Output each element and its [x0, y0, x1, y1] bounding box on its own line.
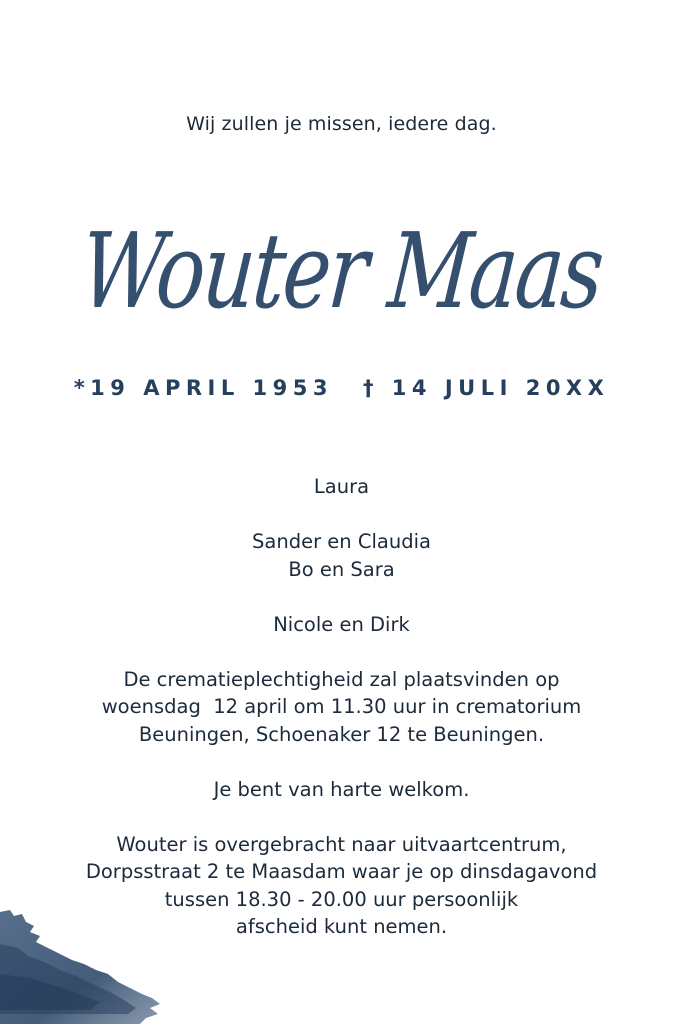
ceremony-line: woensdag 12 april om 11.30 uur in crematorium [101, 695, 582, 718]
ceremony-info [0, 666, 683, 749]
ceremony-line: De crematieplechtigheid zal plaatsvinden op [123, 667, 560, 691]
visitation-line: tussen 18.30 - 20.00 uur persoonlijk [164, 887, 519, 911]
birth-date: *19 APRIL 1953 [73, 376, 333, 400]
name-container [0, 196, 683, 356]
child-1-names: Sander en Claudia [252, 530, 431, 553]
welcome-line: Je bent van harte welkom. [213, 777, 470, 801]
visitation-line: afscheid kunt nemen. [235, 915, 448, 938]
child-2-names: Nicole en Dirk [273, 612, 410, 636]
partner-name: Laura [313, 475, 370, 498]
visitation-line: Wouter is overgebracht naar uitvaartcentrum, [116, 832, 567, 856]
deceased-name: Wouter Maas [76, 210, 607, 332]
visitation-line: Dorpsstraat 2 te Maasdam waar je op dinsdagavond [85, 860, 598, 883]
family-child-1 [0, 528, 683, 583]
tagline: Wij zullen je missen, iedere dag. [186, 113, 497, 135]
welcome-text [0, 776, 683, 804]
announcement-body [0, 473, 683, 968]
ceremony-line: Beuningen, Schoenaker 12 te Beuningen. [138, 722, 545, 746]
grandchildren-names: Bo en Sara [288, 557, 395, 581]
death-date: † 14 JULI 20XX [362, 376, 610, 400]
life-dates [0, 376, 683, 400]
family-child-2 [0, 611, 683, 639]
family-partner [0, 473, 683, 501]
watercolor-brush-stroke [0, 904, 190, 1024]
